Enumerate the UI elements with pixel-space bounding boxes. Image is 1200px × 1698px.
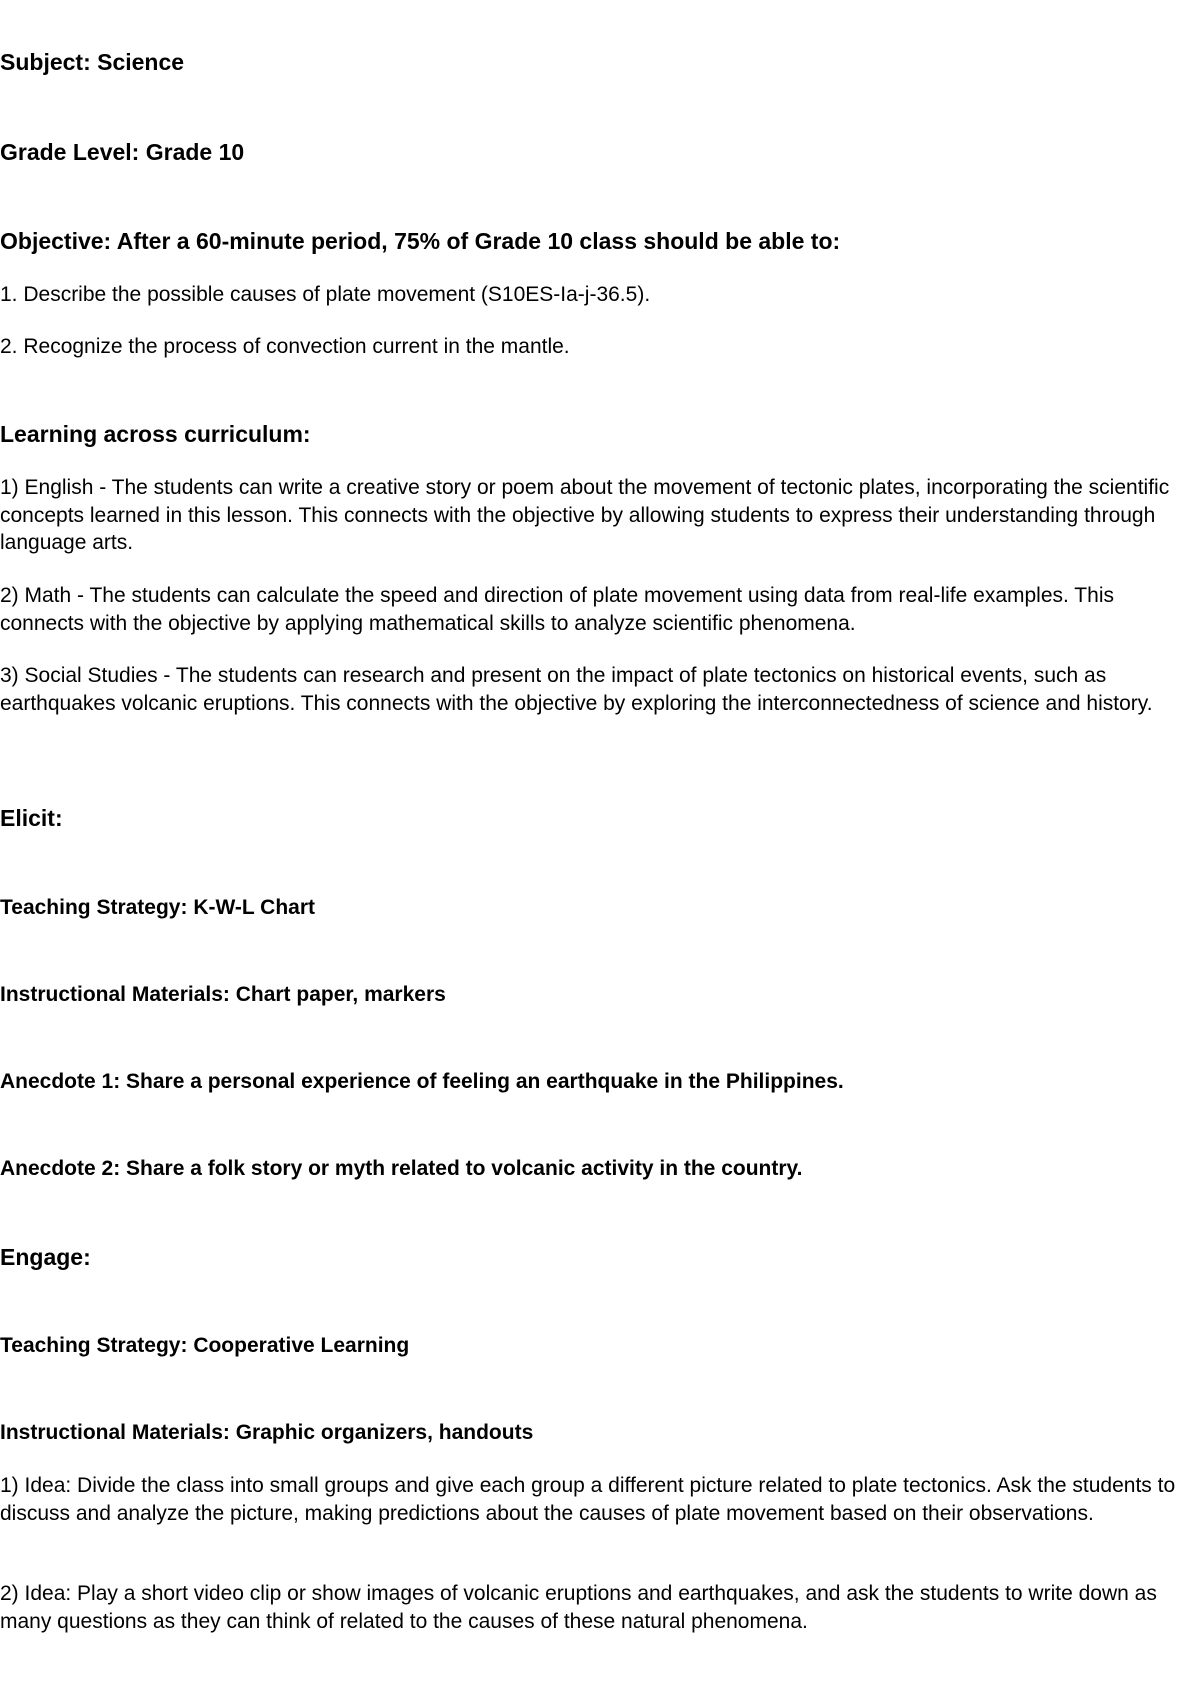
grade-level-heading: Grade Level: Grade 10 (0, 139, 245, 165)
engage-instructional-materials: Instructional Materials: Graphic organizers, handouts (0, 1421, 534, 1444)
engage-idea-2: 2) Idea: Play a short video clip or show images of volcanic eruptions and earthquakes, and ask the students to write down as many questions as they can think of related to the causes of these natural phenomena. (0, 1582, 1157, 1633)
objective-heading: Objective: After a 60-minute period, 75% of Grade 10 class should be able to: (0, 228, 841, 254)
elicit-anecdote-2: Anecdote 2: Share a folk story or myth related to volcanic activity in the country. (0, 1157, 803, 1180)
curriculum-item-math: 2) Math - The students can calculate the speed and direction of plate movement using data from real-life examples. This connects with the objective by applying mathematical skills to analyze scientific phenomena. (0, 584, 1114, 635)
curriculum-item-english: 1) English - The students can write a creative story or poem about the movement of tectonic plates, incorporating the scientific concepts learned in this lesson. This connects with the objective by allowing students to express their understanding through language arts. (0, 476, 1170, 554)
objective-item-2: 2. Recognize the process of convection current in the mantle. (0, 335, 570, 358)
learning-across-curriculum-heading: Learning across curriculum: (0, 421, 311, 447)
curriculum-item-social-studies: 3) Social Studies - The students can research and present on the impact of plate tectonics on historical events, such as earthquakes volcanic eruptions. This connects with the objective by exploring the interconnectedness of science and history. (0, 664, 1153, 715)
engage-idea-1: 1) Idea: Divide the class into small groups and give each group a different picture related to plate tectonics. Ask the students to discuss and analyze the picture, making predictions about the causes of plate movement based on their observations. (0, 1474, 1176, 1525)
elicit-teaching-strategy: Teaching Strategy: K-W-L Chart (0, 896, 315, 919)
objective-item-1: 1. Describe the possible causes of plate movement (S10ES-Ia-j-36.5). (0, 283, 651, 306)
subject-heading: Subject: Science (0, 49, 185, 75)
engage-teaching-strategy: Teaching Strategy: Cooperative Learning (0, 1334, 410, 1357)
elicit-anecdote-1: Anecdote 1: Share a personal experience of feeling an earthquake in the Philippines. (0, 1070, 844, 1093)
engage-heading: Engage: (0, 1244, 91, 1270)
elicit-instructional-materials: Instructional Materials: Chart paper, markers (0, 983, 446, 1006)
elicit-heading: Elicit: (0, 805, 63, 831)
